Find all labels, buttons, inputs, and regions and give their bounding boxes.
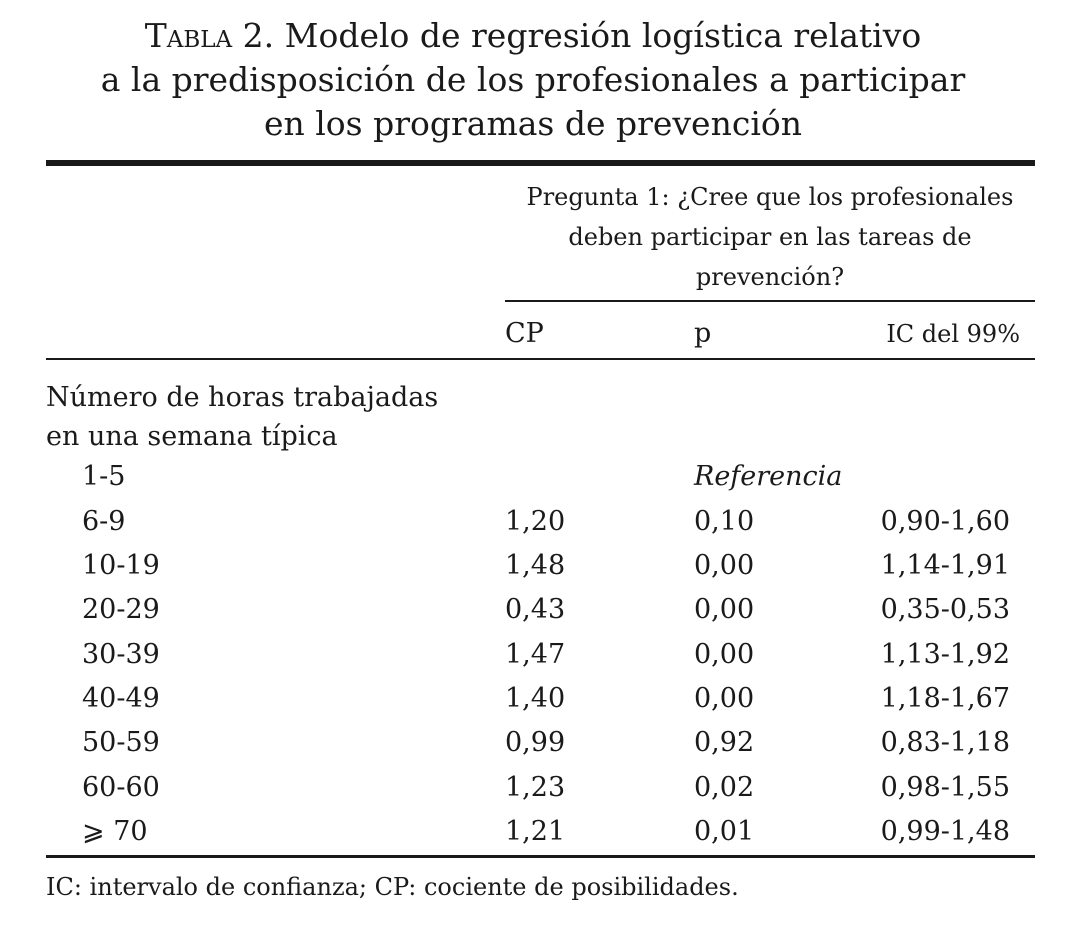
- title-line-3: en los programas de prevención: [263, 104, 802, 143]
- row-p: 0,00: [694, 683, 755, 714]
- row-ic: 1,14-1,91: [880, 550, 1010, 581]
- section-label-line-2: en una semana típica: [46, 421, 338, 452]
- section-label: [46, 378, 438, 456]
- title-line-2: a la predisposición de los profesionales a participar: [100, 60, 966, 99]
- table-title: [0, 14, 1066, 146]
- row-p: 0,10: [694, 506, 755, 537]
- section-label-line-1: Número de horas trabajadas: [46, 382, 439, 413]
- row-cp: 1,21: [505, 816, 566, 847]
- question-rule: [505, 300, 1035, 302]
- row-label: 40-49: [82, 683, 160, 714]
- row-p: 0,01: [694, 816, 755, 847]
- table-number: Tabla 2.: [144, 16, 275, 55]
- row-label: 60-60: [82, 772, 160, 803]
- row-cp: 1,40: [505, 683, 566, 714]
- column-header-ic: IC del 99%: [886, 320, 1020, 348]
- row-p: 0,92: [694, 727, 755, 758]
- row-p: 0,00: [694, 550, 755, 581]
- row-cp: 1,47: [505, 639, 566, 670]
- question-header: [505, 177, 1035, 297]
- reference-text: Referencia: [694, 461, 843, 492]
- row-cp: 1,23: [505, 772, 566, 803]
- row-cp: 0,43: [505, 594, 566, 625]
- row-cp: 1,48: [505, 550, 566, 581]
- row-ic: 0,99-1,48: [880, 816, 1010, 847]
- row-p: 0,00: [694, 594, 755, 625]
- row-label-reference: 1-5: [82, 461, 126, 492]
- row-ic: 0,90-1,60: [880, 506, 1010, 537]
- column-header-p: p: [694, 318, 712, 349]
- header-rule: [46, 358, 1035, 360]
- row-label: 20-29: [82, 594, 160, 625]
- question-line-2: deben participar en las tareas de: [568, 223, 972, 251]
- question-line-3: prevención?: [695, 263, 845, 291]
- footnote: IC: intervalo de confianza; CP: cociente de posibilidades.: [46, 873, 739, 901]
- row-label: 50-59: [82, 727, 160, 758]
- row-p: 0,02: [694, 772, 755, 803]
- row-label: 6-9: [82, 506, 126, 537]
- row-label: 30-39: [82, 639, 160, 670]
- row-label: 10-19: [82, 550, 160, 581]
- row-p: 0,00: [694, 639, 755, 670]
- title-line-1: [0, 14, 1066, 58]
- row-cp: 1,20: [505, 506, 566, 537]
- column-header-cp: CP: [505, 318, 544, 349]
- row-label: ⩾ 70: [82, 816, 148, 847]
- top-rule: [46, 160, 1035, 166]
- row-ic: 1,13-1,92: [880, 639, 1010, 670]
- row-ic: 0,98-1,55: [880, 772, 1010, 803]
- row-ic: 0,83-1,18: [880, 727, 1010, 758]
- row-ic: 1,18-1,67: [880, 683, 1010, 714]
- bottom-rule: [46, 855, 1035, 858]
- row-ic: 0,35-0,53: [880, 594, 1010, 625]
- title-text-1: Modelo de regresión logística relativo: [284, 16, 922, 55]
- question-line-1: Pregunta 1: ¿Cree que los profesionales: [526, 183, 1014, 211]
- row-cp: 0,99: [505, 727, 566, 758]
